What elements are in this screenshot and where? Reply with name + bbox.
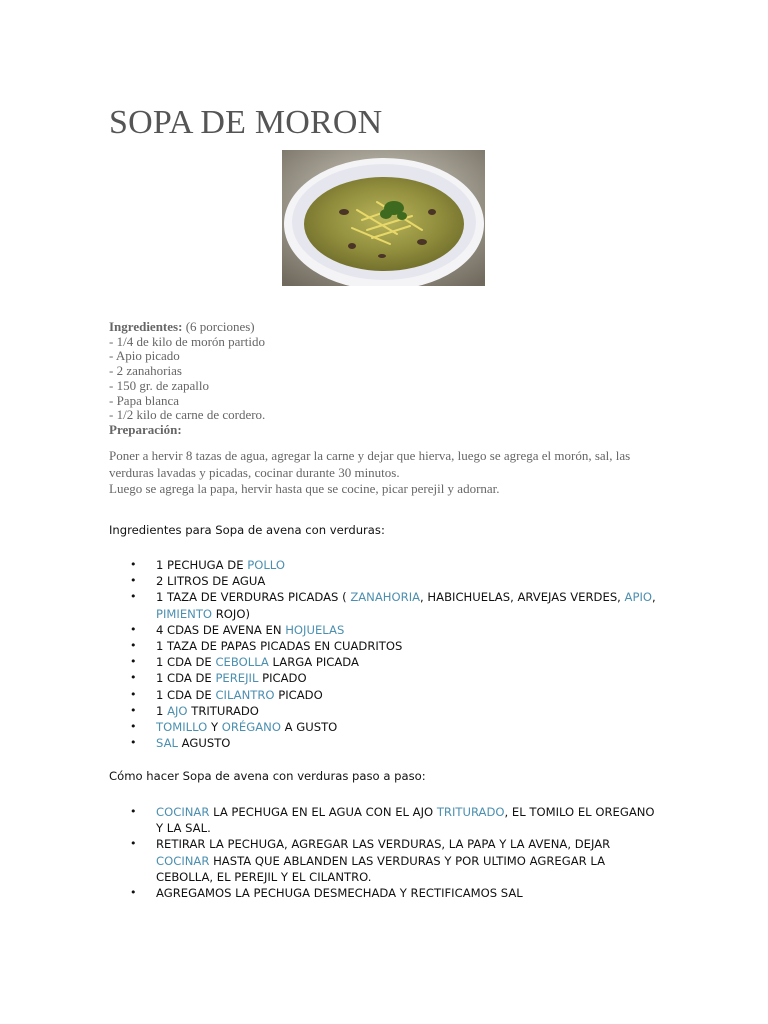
bullet: •: [130, 805, 137, 818]
ingredient-link[interactable]: PEREJIL: [215, 671, 259, 686]
ingredient-link[interactable]: SAL: [156, 736, 178, 751]
list-item: • 2 LITROS DE AGUA: [130, 574, 266, 589]
list-item: • 1 CDA DE PEREJIL PICADO: [130, 671, 307, 686]
preparation-line: Luego se agrega la papa, hervir hasta que se cocine, picar perejil y adornar.: [109, 481, 500, 496]
ingredient-line: - 2 zanahorias: [109, 363, 182, 379]
step-link[interactable]: TRITURADO: [436, 805, 505, 819]
ingredient-line: - Apio picado: [109, 348, 180, 364]
bullet: •: [130, 703, 137, 717]
bullet: •: [130, 671, 137, 685]
step-link[interactable]: COCINAR: [156, 853, 210, 868]
bullet: •: [130, 574, 137, 588]
bullet: •: [130, 886, 137, 900]
moron-ingredients: [109, 320, 265, 438]
ingredient-link[interactable]: PIMIENTO: [156, 606, 213, 621]
list-item: • 1 PECHUGA DE POLLO: [130, 558, 285, 572]
list-item: • 1 TAZA DE PAPAS PICADAS EN CUADRITOS: [130, 639, 403, 654]
bullet: •: [130, 655, 137, 669]
ingredients-label: Ingredientes:: [109, 319, 183, 334]
ingredient-link[interactable]: CILANTRO: [215, 687, 275, 702]
preparation-text: [109, 448, 669, 498]
ingredient-link[interactable]: POLLO: [247, 558, 285, 572]
list-item: • 1 AJO TRITURADO: [130, 703, 259, 718]
ingredient-link[interactable]: APIO: [624, 590, 653, 605]
list-item: • SAL AGUSTO: [130, 736, 231, 751]
ingredient-line: - 1/2 kilo de carne de cordero.: [109, 407, 266, 423]
ingredient-link[interactable]: ORÉGANO: [221, 720, 281, 735]
steps-heading: Cómo hacer Sopa de avena con verduras paso a paso:: [109, 769, 426, 783]
ingredient-link[interactable]: AJO: [167, 703, 188, 718]
list-item: • COCINAR LA PECHUGA EN EL AGUA CON EL AJO TRITURADO, EL TOMILO EL OREGANO Y LA SAL.: [130, 805, 655, 836]
list-item: • 1 CDA DE CILANTRO PICADO: [130, 687, 323, 702]
soup-photo: [282, 150, 485, 286]
bullet: •: [130, 837, 137, 851]
ingredient-link[interactable]: ZANAHORIA: [350, 590, 421, 605]
page-title: SOPA DE MORON: [109, 104, 383, 141]
preparation-line: Poner a hervir 8 tazas de agua, agregar la carne y dejar que hierva, luego se agrega el morón, sal, las verduras lavadas y picadas, cocinar durante 30 minutos.: [109, 448, 631, 480]
bullet: •: [130, 639, 137, 653]
list-item: • TOMILLO Y ORÉGANO A GUSTO: [130, 720, 338, 735]
ingredient-line: - Papa blanca: [109, 392, 180, 408]
list-item: • AGREGAMOS LA PECHUGA DESMECHADA Y RECTIFICAMOS SAL: [130, 886, 523, 901]
bullet: •: [130, 590, 137, 604]
ingredient-link[interactable]: TOMILLO: [156, 720, 208, 735]
list-item: • 4 CDAS DE AVENA EN HOJUELAS: [130, 622, 345, 637]
ingredient-link[interactable]: HOJUELAS: [285, 622, 345, 637]
bullet: •: [130, 736, 137, 750]
preparation-label: Preparación:: [109, 421, 182, 437]
steps-list: [130, 804, 670, 901]
bullet: •: [130, 687, 137, 701]
ingredient-line: - 150 gr. de zapallo: [109, 377, 209, 393]
ingredients-header: [109, 320, 265, 335]
avena-ingredients-heading: Ingredientes para Sopa de avena con verduras:: [109, 523, 385, 537]
portions-text: (6 porciones): [182, 319, 255, 334]
list-item: • 1 CDA DE CEBOLLA LARGA PICADA: [130, 655, 359, 670]
bullet: •: [130, 720, 137, 734]
step-link[interactable]: COCINAR: [156, 805, 210, 819]
list-item: • 1 TAZA DE VERDURAS PICADAS ( ZANAHORIA, HABICHUELAS, ARVEJAS VERDES, APIO, PIMIENTO ROJO): [130, 590, 656, 621]
bullet: •: [130, 622, 137, 636]
avena-ingredients-list: [130, 557, 670, 751]
ingredient-link[interactable]: CEBOLLA: [215, 655, 269, 670]
bullet: •: [130, 558, 137, 571]
ingredient-line: - 1/4 de kilo de morón partido: [109, 333, 265, 349]
list-item: • RETIRAR LA PECHUGA, AGREGAR LAS VERDURAS, LA PAPA Y LA AVENA, DEJAR COCINAR HASTA QUE ABLANDEN LAS VERDURAS Y POR ULTIMO AGREGAR LA CEBOLLA, EL PEREJIL Y EL CILANTRO.: [130, 837, 611, 884]
